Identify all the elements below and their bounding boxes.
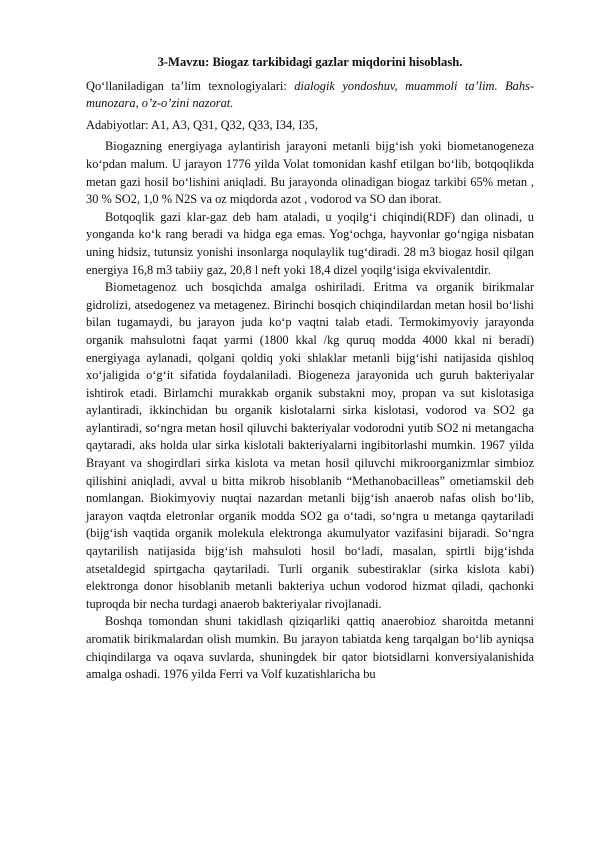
document-page bbox=[86, 54, 534, 684]
paragraph-3: Biometagenoz uch bosqichda amalga oshiriladi. Eritma va organik birikmalar gidrolizi, atsedogenez va metagenez. Birinchi bosqich chiqindilardan metan hosil bo‘lishi bilan tugamaydi, bu jarayon juda ko‘p vaqtni talab etadi. Termokimyoviy jarayonda organik mahsulotni faqat yarmi (1800 kkal /kg quruq modda 4000 kkal ni beradi) energiyaga aylanadi, qolgani qoldiq yoki shlaklar metanli bijg‘ishi natijasida qishloq xo‘jaligida o‘g‘it sifatida foydalaniladi. Biogeneza jarayonida uch guruh bakteriyalar ishtirok etadi. Birlamchi murakkab organik substakni moy, propan va sut kislotasiga aylantiradi, ikkinchidan bu organik kislotalarni sirka kislotasi, vodorod va SO2 ga aylantiradi, so‘ngra metan hosil qiluvchi bakteriyalar vodorodni yutib SO2 ni metangacha qaytaradi, aks holda ular sirka kislotali bakteriyalarni ingibitorlashi mumkin. 1967 yilda Brayant va shogirdlari sirka kislota va metan hosil qiluvchi mikroorganizmlar simbioz qilishini aniqladi, avval u bitta mikrob hisoblanib “Methanobacilleas” ometiamskil deb nomlangan. Biokimyoviy nuqtai nazardan metanli bijg‘ish anaerob nafas olish bo‘lib, jarayon vaqtda eletronlar organik modda SO2 ga o‘tadi, so‘ngra u metanga qaytariladi (bijg‘ish vaqtida organik molekula elektronga akumulyator vazifasini bijaradi. So‘ngra qaytarilish natijasida bijg‘ish mahsuloti hosil bo‘ladi, masalan, spirtli bijg‘ishda atsetaldegid spirtgacha qaytariladi. Turli organik subestiraklar (sirka kislota kabi) elektronga donor hisoblanib metanli bakteriya uchun vodorod hizmat qiladi, qachonki tuproqda bir necha turdagi anaerob bakteriyalar rivojlanadi. bbox=[86, 280, 534, 611]
technologies-value: dialogik yondoshuv, muammoli ta’lim. Bahs-munozara, o’z-o’zini nazorat. bbox=[86, 78, 534, 111]
paragraph-4: Boshqa tomondan shuni takidlash qiziqarliki qattiq anaerobioz sharoitda metanni aromatik birikmalardan olish mumkin. Bu jarayon tabiatda keng tarqalgan bo‘lib ayniqsa chiqindilarga va oqava suvlarda, shuningdek bir qator biotsidlarni konversiyalanishida amalga oshadi. 1976 yilda Ferri va Volf kuzatishlaricha bu bbox=[86, 614, 534, 682]
technologies-line bbox=[86, 78, 534, 113]
paragraph-1: Biogazning energiyaga aylantirish jarayoni metanli bijg‘ish yoki biometanogeneza ko‘pdan malum. U jarayon 1776 yilda Volat tomonidan kashf etilgan bo‘lib, botqoqlikda metan gazi hosil bo‘lishini aniqladi. Bu jarayonda olinadigan biogaz tarkibi 65% metan , 30 % SO2, 1,0 % N2S va oz miqdorda azot , vodorod va SO dan iborat. bbox=[86, 139, 534, 207]
technologies-label: Qo‘llaniladigan ta’lim texnologiyalari: bbox=[86, 78, 287, 93]
literature-line: Adabiyotlar: A1, A3, Q31, Q32, Q33, I34, I35, bbox=[86, 117, 318, 132]
page-title: 3-Mavzu: Biogaz tarkibidagi gazlar miqdorini hisoblash. bbox=[157, 55, 463, 69]
paragraph-2: Botqoqlik gazi klar-gaz deb ham ataladi, u yoqilg‘i chiqindi(RDF) dan olinadi, u yonganda ko‘k rang beradi va hidga ega emas. Yog‘ochga, hayvonlar go‘ngiga nisbatan uning hidsiz, tutunsiz yonishi insonlarga noqulaylik tug‘diradi. 28 m3 biogaz hosil qilgan energiya 16,8 m3 tabiiy gaz, 20,8 l neft yoki 18,4 dizel yoqilg‘isiga ekvivalentdir. bbox=[86, 209, 534, 277]
